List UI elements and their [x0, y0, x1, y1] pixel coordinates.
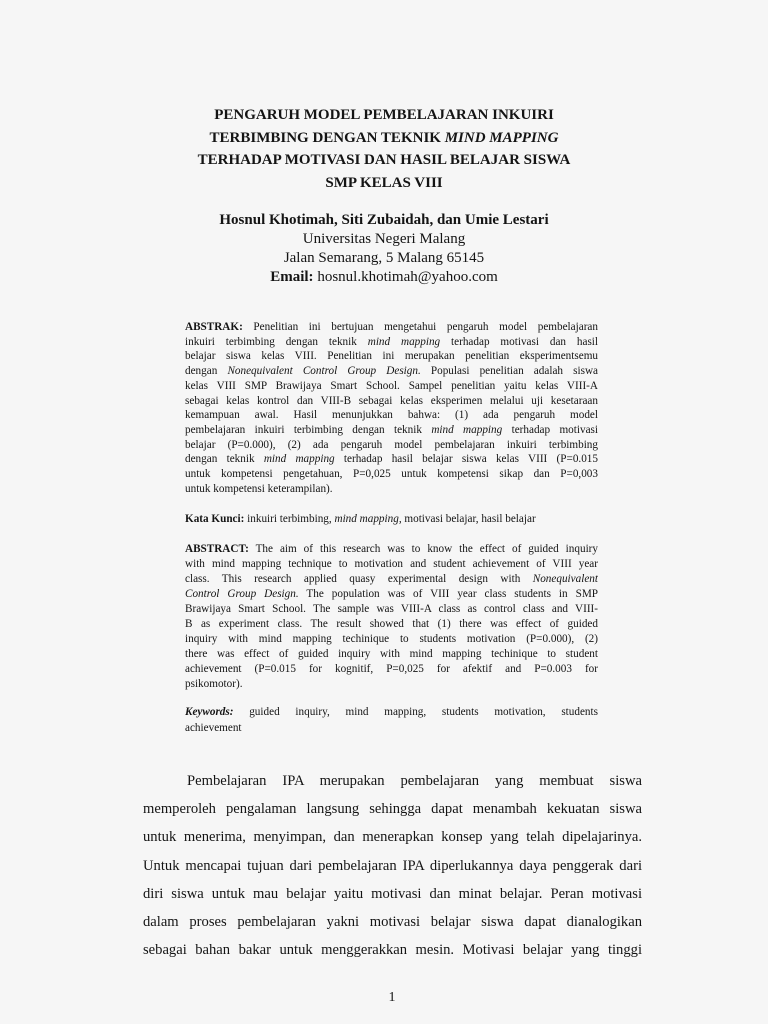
text-run: Pembelajaran IPA merupakan pembelajaran yang membuat siswa: [187, 773, 642, 789]
abstract-line: [185, 542, 598, 557]
body-line: [143, 880, 642, 908]
body-line: [143, 908, 642, 936]
text-run: pembelajaran inkuiri terbimbing dengan teknik: [185, 423, 432, 436]
kata-kunci-line: [185, 512, 598, 527]
text-run: untuk menerima, menyimpan, dan menerapkan konsep yang telah dipelajarinya.: [143, 829, 642, 846]
author-line: [0, 268, 768, 287]
text-run: sebagai kelas kontrol dan VIII-B sebagai kelas eksperimen melalui uji kesetaraan: [185, 394, 598, 407]
text-run: untuk kompetensi pengetahuan, P=0,025 untuk kompetensi sikap dan P=0,003: [185, 468, 598, 481]
abstract-english: [185, 542, 598, 692]
text-run: Untuk mencapai tujuan dari pembelajaran IPA diperlukannya daya penggerak dari: [143, 857, 642, 874]
author-info: [0, 211, 768, 287]
abstract-line: [185, 647, 598, 662]
text-run: The aim of this research was to know the effect of guided inquiry: [248, 542, 598, 555]
text-run: motivasi belajar, hasil belajar: [401, 513, 536, 525]
text-run: class. This research applied quasy experimental design with: [185, 572, 533, 585]
text-run: TERBIMBING DENGAN TEKNIK: [209, 129, 445, 146]
abstract-line: [185, 557, 598, 572]
text-run: belajar (P=0.000), (2) ada pengaruh model pembelajaran inkuiri terbimbing: [185, 438, 598, 451]
abstrak-line: [185, 423, 598, 438]
text-run: Jalan Semarang, 5 Malang 65145: [283, 250, 485, 266]
text-run: SMP KELAS VIII: [325, 174, 443, 191]
page-number: 1: [388, 990, 396, 1005]
text-run: there was effect of guided inquiry with mind mapping techinique to student: [185, 647, 598, 660]
title-line: [0, 149, 768, 172]
abstract-line: [185, 617, 598, 632]
text-run: dengan: [185, 365, 228, 378]
text-run: psikomotor).: [185, 677, 243, 690]
text-run: untuk kompetensi keterampilan).: [185, 482, 333, 495]
text-run: sebagai bahan bakar untuk menggerakkan mesin. Motivasi belajar yang tinggi: [143, 942, 642, 959]
abstrak-indonesian: [185, 320, 598, 496]
text-run: terhadap motivasi: [502, 423, 598, 436]
text-run: achievement (P=0.015 for kognitif, P=0,025 for afektif and P=0.003 for: [185, 662, 598, 675]
italic-text-run: Control Group Design.: [185, 587, 299, 600]
abstrak-line: [185, 335, 598, 350]
abstract-line: [185, 572, 598, 587]
italic-text-run: mind mapping: [431, 423, 503, 436]
text-run: Universitas Negeri Malang: [302, 231, 466, 247]
text-run: belajar siswa kelas VIII. Penelitian ini merupakan penelitian eksperimentsemu: [185, 350, 598, 363]
title-line: [0, 127, 768, 150]
abstrak-line: [185, 452, 598, 467]
bold-text-run: Hosnul Khotimah, Siti Zubaidah, dan Umie Lestari: [219, 212, 549, 228]
text-run: B as experiment class. The result showed that (1) there was effect of guided: [185, 617, 598, 630]
abstrak-line: [185, 482, 598, 497]
author-line: [0, 249, 768, 268]
italic-text-run: Nonequivalent Control Group Design.: [227, 365, 421, 378]
abstract-line: [185, 632, 598, 647]
abstrak-line: [185, 438, 598, 453]
abstract-line: [185, 677, 598, 692]
text-run: dengan teknik: [185, 453, 264, 466]
text-run: TERHADAP MOTIVASI DAN HASIL BELAJAR SISWA: [197, 152, 571, 168]
italic-text-run: Nonequivalent: [532, 572, 598, 585]
bold-text-run: Kata Kunci:: [185, 513, 245, 525]
author-line: [0, 230, 768, 249]
text-run: inkuiri terbimbing dengan teknik: [185, 335, 368, 348]
italic-text-run: mind mapping: [367, 335, 441, 348]
keywords-line: [185, 720, 598, 736]
text-run: memperoleh pengalaman langsung sehingga dapat menambah kekuatan siswa: [143, 801, 642, 818]
abstrak-line: [185, 467, 598, 482]
text-run: hosnul.khotimah@yahoo.com: [313, 269, 498, 285]
text-run: Brawijaya Smart School. The sample was VIII-A class as control class and VIII-: [185, 602, 598, 615]
body-paragraph: [143, 767, 642, 964]
text-run: with mind mapping technique to motivation and student achievement of VIII year: [185, 557, 598, 570]
body-line: [143, 795, 642, 823]
body-line: [143, 767, 642, 795]
text-run: The population was of VIII year class students in SMP: [298, 587, 598, 600]
title-line: [0, 172, 768, 195]
bold-text-run: Email:: [270, 269, 314, 285]
abstrak-line: [185, 394, 598, 409]
abstrak-line: [185, 379, 598, 394]
abstract-line: [185, 662, 598, 677]
bold-text-run: ABSTRAK:: [185, 321, 243, 333]
title-line: [0, 104, 768, 127]
keywords-line: [185, 704, 598, 720]
text-run: kemampuan awal. Hasil menunjukkan bahwa: (1) ada pengaruh model: [185, 409, 598, 422]
body-line: [143, 936, 642, 964]
text-run: dalam proses pembelajaran yakni motivasi belajar siswa dapat dianalogikan: [143, 914, 642, 931]
italic-text-run: mind mapping: [263, 453, 335, 466]
text-run: guided inquiry, mind mapping, students motivation, students: [233, 706, 598, 718]
bold-text-run: ABSTRACT:: [185, 542, 249, 555]
italic-text-run: MIND MAPPING: [444, 129, 559, 146]
text-run: Penelitian ini bertujuan mengetahui pengaruh model pembelajaran: [242, 321, 598, 333]
body-line: [143, 823, 642, 851]
text-run: inkuiri terbimbing,: [244, 513, 335, 525]
author-line: [0, 211, 768, 230]
paper-title: [0, 104, 768, 194]
text-run: diri siswa untuk mau belajar yaitu motivasi dan minat belajar. Peran motivasi: [143, 885, 642, 902]
text-run: achievement: [185, 722, 242, 734]
text-run: inquiry with mind mapping techinique to students motivation (P=0.000), (2): [185, 632, 598, 645]
abstrak-line: [185, 408, 598, 423]
abstrak-line: [185, 320, 598, 335]
abstract-line: [185, 602, 598, 617]
kata-kunci: [185, 512, 598, 527]
text-run: PENGARUH MODEL PEMBELAJARAN INKUIRI: [214, 107, 554, 123]
keywords: [185, 704, 598, 736]
abstrak-line: [185, 364, 598, 379]
text-run: terhadap hasil belajar siswa kelas VIII (P=0.015: [334, 453, 598, 466]
body-line: [143, 852, 642, 880]
italic-text-run: mind mapping,: [334, 513, 402, 525]
bold-italic-text-run: Keywords:: [185, 706, 234, 718]
abstrak-line: [185, 349, 598, 364]
text-run: kelas VIII SMP Brawijaya Smart School. Sampel penelitian yaitu kelas VIII-A: [185, 379, 598, 392]
abstract-line: [185, 587, 598, 602]
text-run: terhadap motivasi dan hasil: [440, 335, 598, 348]
text-run: Populasi penelitian adalah siswa: [420, 365, 598, 378]
